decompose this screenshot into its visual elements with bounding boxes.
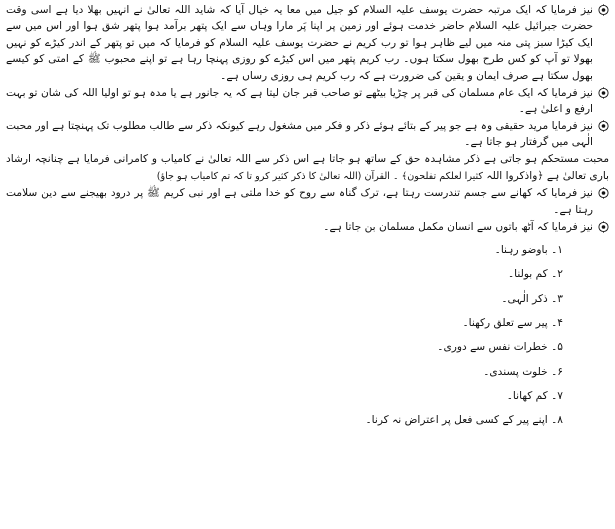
eight-things-list (6, 238, 609, 432)
text-line: نیز فرمایا کہ ایک مرتبہ حضرت یوسف علیہ السلام کو جیل میں معا یہ خیال آیا کہ شاید اللہ تعالیٰ نے انہیں بھلا دیا ہے اسی وقت حضرت جبرائیل علیہ السلام حاضر (6, 4, 594, 33)
text-line: نیز فرمایا کہ ایک عام مسلمان کی قبر پر چڑیا بیٹھے تو صاحب قبر جان لیتا ہے کہ یہ جانور ہے یا مدہ ہو تو اولیا اللہ کی شان تو بہت ارفع و اعلیٰ ہے۔ (6, 86, 593, 115)
paragraph-yusuf-story (6, 2, 609, 84)
paragraph-grave-bird (6, 85, 609, 118)
list-item: ۱۔ باوضو رہنا۔ (494, 244, 563, 257)
flower-bullet-icon (598, 221, 609, 233)
text-line: نیز فرمایا کہ کھانے سے جسم تندرست رہتا ہے، ترک گناہ سے روح کو خدا ملتی ہے اور نبی کریم ﷺ پر درود بھیجنے سے دین سلامت رہتا ہے۔ (6, 187, 593, 216)
list-item: ۳۔ ذکر الٰہی۔ (501, 292, 563, 305)
quran-reference-line: کثیرا لعلکم تفلحون﴾ ۔ القرآن (اللہ تعالیٰ کا ذکر کثیر کرو تا کہ تم کامیاب ہو جاؤ) (156, 170, 483, 182)
flower-bullet-icon (598, 4, 609, 16)
paragraph-eight-things (6, 219, 609, 235)
list-item: ۶۔ خلوت پسندی۔ (483, 365, 563, 378)
text-line: محبت مستحکم ہو جاتی ہے ذکر مشاہدہ حق کے ساتھ ہو جاتا ہے اس ذکر سے اللہ تعالیٰ نے کامیاب و کامرانی فرمایا ہے چنانچہ ارشاد باری تعالیٰ ہے ﴿واذکروا اللہ (6, 153, 609, 182)
flower-bullet-icon (598, 87, 609, 99)
paragraph-body-soul-religion (6, 185, 609, 218)
list-item: ۸۔ اپنے پیر کے کسی فعل پر اعتراض نہ کرنا۔ (365, 414, 563, 427)
paragraph-dhikr-verse (6, 151, 609, 185)
text-line: نیز فرمایا کہ آٹھ باتوں سے انسان مکمل مسلمان بن جاتا ہے۔ (323, 220, 593, 233)
list-item: ۵۔ خطرات نفس سے دوری۔ (437, 341, 563, 354)
flower-bullet-icon (598, 187, 609, 199)
text-line: علیہ السلام کو فرمایا کہ میں تو پتھر کے اندر کیڑے کو نہیں بھولا تو آپ کو کس طرح بھول سکتا ہوں۔ رب کریم پتھر میں اس کیڑے کو روزی پہنچا رہا ہے تو اپنے محبوب (6, 36, 593, 66)
flower-bullet-icon (598, 120, 609, 132)
list-item: ۲۔ کم بولنا۔ (507, 268, 563, 281)
text-line: نیز فرمایا مرید حقیقی وہ ہے جو پیر کے بتائے ہوئے ذکر و فکر میں مشغول رہے کیونکہ ذکر سے طالب مطلوب تک پہنچتا ہے اور محبت الٰہی میں گرفتار ہو جاتا ہے۔ (6, 119, 593, 149)
text-line: خدمت ہوئے اور زمین پر اپنا پَر مارا وہاں سے ایک پتھر برآمد ہوا پتھر شق ہوا اور اس میں سے ایک کیڑا سبز پتی منہ میں لیے ظاہر ہوا تو رب کریم نے حضرت یوسف (6, 20, 593, 49)
paragraph-true-disciple (6, 118, 609, 151)
text-line: ﷺ کے امتی کو کیسے بھول سکتا ہے صرف ایمان و یقین کی ضرورت ہے کہ رب کریم ہی روزی رساں ہے۔ (6, 53, 593, 82)
list-item: ۷۔ کم کھانا۔ (506, 389, 563, 402)
list-item: ۴۔ پیر سے تعلق رکھنا۔ (462, 317, 563, 330)
